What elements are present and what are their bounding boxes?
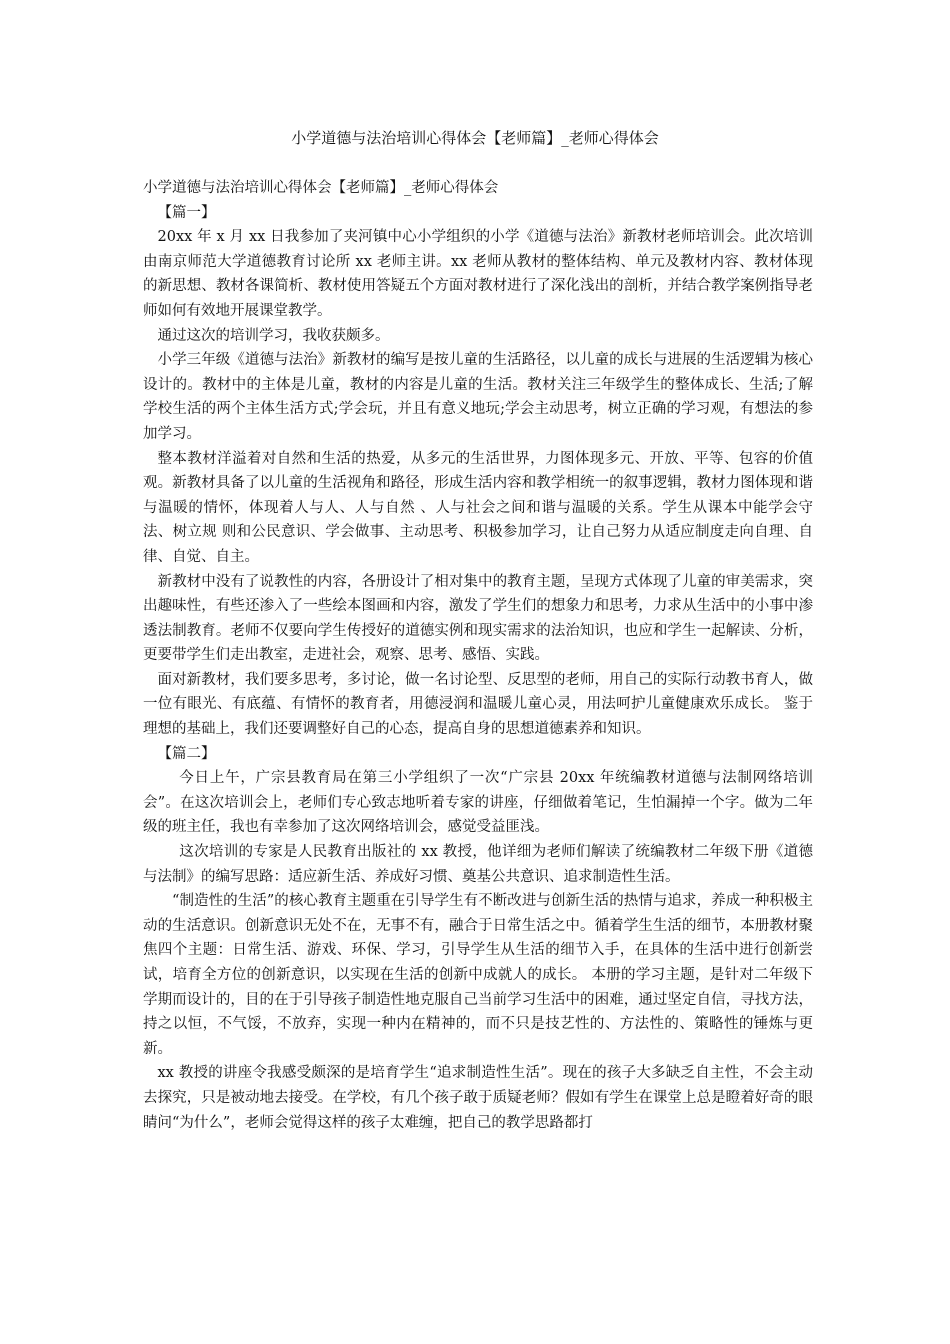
paragraph: 新教材中没有了说教性的内容，各册设计了相对集中的教育主题，呈现方式体现了儿童的审美需求，突出趣味性，有些还渗入了一些绘本图画和内容，激发了学生们的想象力和思考，力求从生活中的小事中渗透法制教育。老师不仅要向学生传授好的道德实例和现实需求的法治知识，也应和学生一起解读、分析，更要带学生们走出教室，走进社会，观察、思考、感悟、实践。 <box>143 573 813 664</box>
paragraph: xx 教授的讲座令我感受颇深的是培育学生“追求制造性生活”。现在的孩子大多缺乏自主性，不会主动去探究，只是被动地去接受。在学校，有几个孩子敢于质疑老师？假如有学生在课堂上总是瞪着好奇的眼睛问“为什么”，老师会觉得这样的孩子太难缠，把自己的教学思路都打 <box>143 1065 813 1131</box>
section-label-1: 【篇一】 <box>157 204 216 221</box>
paragraph: 今日上午，广宗县教育局在第三小学组织了一次“广宗县 20xx 年统编教材道德与法制网络培训会”。在这次培训会上，老师们专心致志地听着专家的讲座，仔细做着笔记，生怕漏掉一个字。做为二年级的班主任，我也有幸参加了这次网络培训会，感觉受益匪浅。 <box>143 770 813 836</box>
section-label-2: 【篇二】 <box>157 745 216 762</box>
paragraph: 20xx 年 x 月 xx 日我参加了夹河镇中心小学组织的小学《道德与法治》新教材老师培训会。此次培训由南京师范大学道德教育讨论所 xx 老师主讲。xx 老师从教材的整体结构、单元及教材内容、教材体现的新思想、教材各课简析、教材使用答疑五个方面对教材进行了深化浅出的剖析，并结合教学案例指导老师如何有效地开展课堂教学。 <box>143 229 813 319</box>
paragraph: 整本教材洋溢着对自然和生活的热爱，从多元的生活世界，力图体现多元、开放、平等、包容的价值观。新教材具备了以儿童的生活视角和路径，形成生活内容和教学相统一的叙事逻辑，教材力图体现和谐与温暖的情怀，体现着人与人、人与自然 、人与社会之间和谐与温暖的关系。学生从课本中能学会守法、树立规 则和公民意识、学会做事、主动思考、积极参加学习，让自己努力从适应制度走向自理、自律、自觉、自主。 <box>143 450 813 565</box>
page-title: 小学道德与法治培训心得体会【老师篇】_老师心得体会 <box>291 129 659 147</box>
paragraph: 这次培训的专家是人民教育出版社的 xx 教授，他详细为老师们解读了统编教材二年级下册《道德与法制》的编写思路：适应新生活、养成好习惯、奠基公共意识、追求制造性生活。 <box>143 844 813 885</box>
paragraph: “制造性的生活”的核心教育主题重在引导学生有不断改进与创新生活的热情与追求，养成一种积极主动的生活意识。创新意识无处不在，无事不有，融合于日常生活之中。循着学生生活的细节，本册教材聚焦四个主题：日常生活、游戏、环保、学习，引导学生从生活的细节入手，在具体的生活中进行创新尝试，培育全方位的创新意识，以实现在生活的创新中成就人的成长。 本册的学习主题，是针对二年级下学期而设计的，目的在于引导孩子制造性地克服自己当前学习生活中的困难，通过坚定自信，寻找方法，持之以恒，不气馁，不放弃，实现一种内在精神的，而不只是技艺性的、方法性的、策略性的锤炼与更新。 <box>143 893 813 1057</box>
paragraph: 小学三年级《道德与法治》新教材的编写是按儿童的生活路径，以儿童的成长与进展的生活逻辑为核心设计的。教材中的主体是儿童，教材的内容是儿童的生活。教材关注三年级学生的整体成长、生活;了解学校生活的两个主体生活方式;学会玩，并且有意义地玩;学会主动思考，树立正确的学习观，有想法的参加学习。 <box>143 352 813 442</box>
paragraph: 面对新教材，我们要多思考，多讨论，做一名讨论型、反思型的老师，用自己的实际行动教书育人，做一位有眼光、有底蕴、有情怀的教育者，用德浸润和温暖儿童心灵，用法呵护儿童健康欢乐成长。 鉴于理想的基础上，我们还要调整好自己的心态，提高自身的思想道德素养和知识。 <box>143 671 813 738</box>
paragraph: 通过这次的培训学习，我收获颇多。 <box>157 327 390 344</box>
document-body <box>143 176 813 1135</box>
document-heading: 小学道德与法治培训心得体会【老师篇】_老师心得体会 <box>143 180 499 196</box>
